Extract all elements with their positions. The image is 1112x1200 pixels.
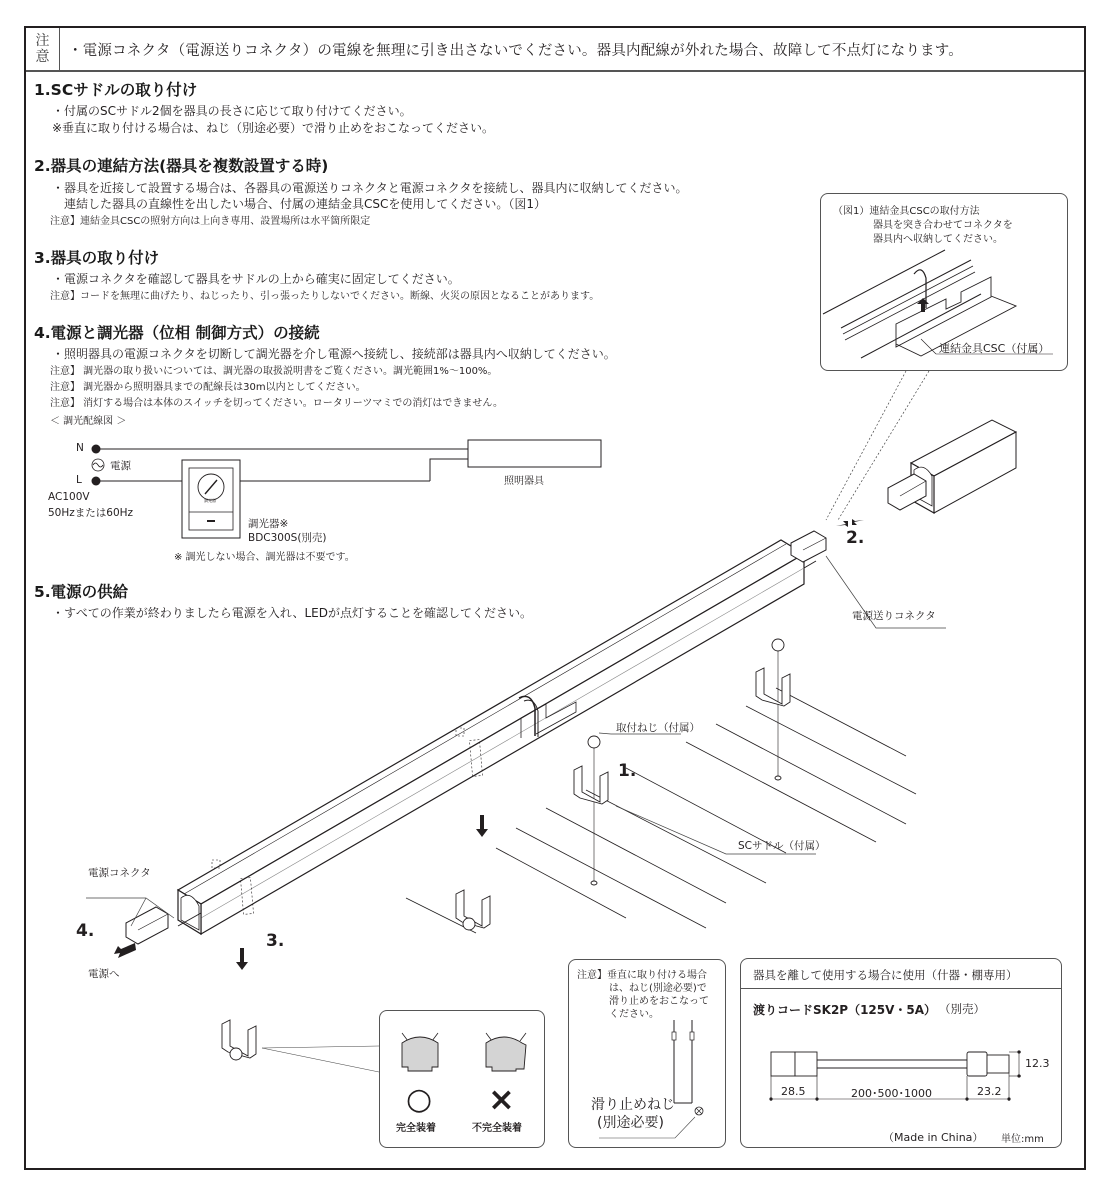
dimension-height: 12.3 — [1025, 1057, 1050, 1070]
arrow-to-power-icon — [114, 943, 136, 958]
power-source-label: 電源 — [110, 460, 131, 472]
dimension-middle: 200･500･1000 — [851, 1087, 932, 1100]
ok-symbol: ○ — [406, 1082, 433, 1117]
section-1-line-1: ・付属のSCサドル2個を器具の長さに応じて取り付けてください。 — [52, 104, 412, 118]
terminal-n-label: N — [76, 442, 84, 454]
mount-screw-callout: 取付ねじ（付属） — [616, 722, 700, 734]
figure-1-line-3: 器具内へ収納してください。 — [873, 234, 1003, 245]
document-frame — [24, 26, 1086, 1170]
down-arrow-icon — [476, 815, 488, 837]
vertical-note-line-2: は、ねじ(別途必要)で — [609, 983, 707, 994]
terminal-l-label: L — [76, 474, 82, 486]
section-4-line-1: ・照明器具の電源コネクタを切断して調光器を介し電源へ接続し、接続部は器具内へ収納してください。 — [52, 347, 616, 361]
screw-icon — [588, 736, 600, 748]
section-2-note: 注意】連結金具CSCの照射方向は上向き専用、設置場所は水平箇所限定 — [50, 216, 371, 227]
adjacent-fixture — [888, 420, 1016, 513]
section-1-line-2: ※垂直に取り付ける場合は、ねじ（別途必要）で滑り止めをおこなってください。 — [52, 121, 495, 135]
section-2-line-1: ・器具を近接して設置する場合は、各器具の電源送りコネクタと電源コネクタを接続し、器具内に収納してください。 — [52, 181, 688, 195]
step-2-label: 2. — [846, 528, 865, 548]
section-4-note-3: 注意】 消灯する場合は本体のスイッチを切ってください。ロータリーツマミでの消灯はできません。 — [50, 398, 503, 409]
cord-dimension-drawing — [741, 959, 1063, 1149]
dimmer-face-label: 調光器 — [204, 498, 216, 503]
ng-symbol: × — [488, 1080, 515, 1118]
figure-1-title: （図1）連結金具CSCの取付方法 — [833, 206, 980, 217]
screw-icon — [772, 639, 784, 651]
power-connector-callout: 電源コネクタ — [88, 867, 151, 879]
voltage-label: AC100V — [48, 491, 90, 503]
anti-slip-screw-label: 滑り止めねじ — [591, 1097, 675, 1113]
mounting-check-panel — [379, 1010, 545, 1148]
cord-sold-separately: （別売） — [939, 1002, 985, 1016]
vertical-note-line-3: 滑り止めをおこなって — [609, 996, 709, 1007]
section-5-title: 5.電源の供給 — [34, 583, 129, 601]
section-1-title: 1.SCサドルの取り付け — [34, 81, 198, 99]
section-3-note: 注意】コードを無理に曲げたり、ねじったり、引っ張ったりしないでください。断線、火災の原因となることがあります。 — [50, 291, 600, 302]
section-4-note-1: 注意】 調光器の取り扱いについては、調光器の取扱説明書をご覧ください。調光範囲1%～100%。 — [50, 366, 498, 377]
section-4-note-2: 注意】 調光器から照明器具までの配線長は30m以内としてください。 — [50, 382, 366, 393]
section-2-line-2: 連結した器具の直線性を出したい場合、付属の連結金具CSCを使用してください。（図1） — [64, 197, 547, 211]
step-1-label: 1. — [618, 761, 637, 781]
to-power-label: 電源へ — [88, 968, 120, 980]
sc-saddle-right — [756, 639, 790, 780]
sc-saddle-middle — [574, 736, 608, 885]
unit-label: 単位:mm — [1001, 1134, 1044, 1145]
section-3-title: 3.器具の取り付け — [34, 249, 160, 267]
section-3-line-1: ・電源コネクタを確認して器具をサドルの上から確実に固定してください。 — [52, 272, 460, 286]
step-3-label: 3. — [266, 931, 285, 951]
fixture-label: 照明器具 — [504, 476, 544, 487]
led-fixture-body — [178, 540, 804, 934]
frequency-label: 50Hzまたは60Hz — [48, 507, 134, 519]
section-4-title: 4.電源と調光器（位相 制御方式）の接続 — [34, 324, 320, 342]
dimmer-label: 調光器※ — [248, 518, 289, 530]
dimension-right: 23.2 — [977, 1085, 1002, 1098]
dimmer-footnote: ※ 調光しない場合、調光器は不要です。 — [174, 552, 355, 563]
wiring-diagram-caption: ＜ 調光配線図 ＞ — [50, 416, 127, 427]
caution-label-char1: 注 — [35, 33, 50, 49]
anti-slip-screw-note: (別途必要) — [597, 1115, 664, 1131]
vertical-mount-note-panel — [568, 959, 726, 1148]
sc-saddle-callout: SCサドル（付属） — [738, 840, 826, 852]
arrow-left-icon — [852, 519, 864, 525]
dimension-left: 28.5 — [781, 1085, 806, 1098]
incomplete-mount-icon — [486, 1033, 526, 1071]
caution-text: ・電源コネクタ（電源送りコネクタ）の電線を無理に引き出さないでください。器具内配線が外れた場合、故障して不点灯になります。 — [68, 42, 963, 59]
arrow-right-icon — [836, 521, 848, 527]
cord-panel-header-text: 器具を離して使用する場合に使用（什器・棚専用） — [753, 968, 1018, 982]
cord-product-name: 渡りコードSK2P（125V・5A） — [753, 1003, 937, 1017]
vertical-note-line-4: ください。 — [609, 1009, 659, 1020]
caution-label-char2: 意 — [35, 49, 50, 65]
dimmer-model: BDC300S(別売) — [248, 532, 327, 544]
figure-1-line-2: 器具を突き合わせてコネクタを — [873, 220, 1013, 231]
vertical-note-line-1: 注意】垂直に取り付ける場合 — [577, 970, 707, 981]
ok-label: 完全装着 — [396, 1123, 436, 1134]
step-4-label: 4. — [76, 921, 95, 941]
extension-cord-panel — [740, 958, 1062, 1148]
complete-mount-icon — [402, 1033, 438, 1071]
section-2-title: 2.器具の連結方法(器具を複数設置する時) — [34, 157, 329, 175]
feed-connector-callout: 電源送りコネクタ — [852, 610, 936, 622]
down-arrow-icon — [236, 948, 248, 970]
made-in-label: （Made in China） — [883, 1131, 984, 1144]
section-5-line-1: ・すべての作業が終わりましたら電源を入れ、LEDが点灯することを確認してください。 — [52, 606, 532, 620]
ng-label: 不完全装着 — [472, 1123, 522, 1134]
sc-saddle-lower — [456, 890, 490, 930]
sc-saddle-bottom — [222, 1020, 256, 1060]
csc-part-label: 連結金具CSC（付属） — [939, 342, 1050, 355]
